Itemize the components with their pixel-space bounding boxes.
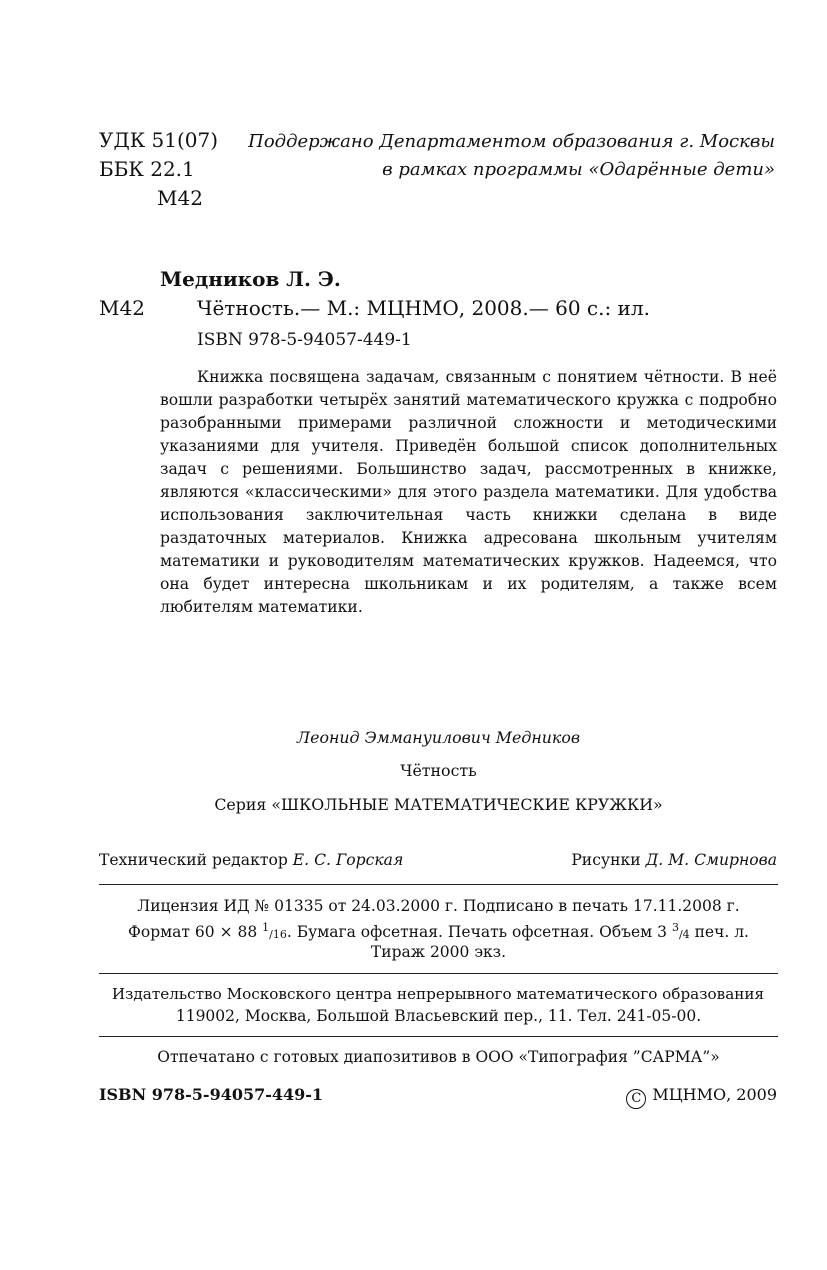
book-title: Чётность [400,761,477,780]
bibliographic-code: М42 [99,296,145,320]
illustrations-credit [571,851,777,869]
tech-editor-credit [99,851,403,869]
bibliographic-record: Чётность.— М.: МЦНМО, 2008.— 60 с.: ил. [197,296,650,320]
divider-3 [99,1036,778,1037]
abstract-paragraph: Книжка посвящена задачам, связанным с понятием чётности. В неё вошли разработки четырёх занятий математического кружка с подробно разобранными примерами различной сложности и методическими указаниями для учителя. Приведён большой список дополнительных задач с решениями. Большинство задач, рассмотренных в книжке, являются «классическими» для этого раздела математики. Для удобства использования заключительная часть книжки сделана в виде раздаточных материалов. Книжка адресована школьным учителям математики и руководителям математических кружков. Надеемся, что она будет интересна школьникам и их родителям, а также всем любителям математики. [160,368,777,616]
publisher-line-2: 119002, Москва, Большой Власьевский пер., 11. Тел. 241-05-00. [175,1007,702,1025]
copyright-text: МЦНМО, 2009 [652,1085,777,1104]
printed-by-line: Отпечатано с готовых диапозитивов в ООО «Типография ”САРМА”» [157,1048,720,1066]
udk-code: УДК 51(07) [99,128,219,152]
divider-2 [99,973,778,974]
support-line-1: Поддержано Департаментом образования г. Москвы [248,131,775,152]
copyright-icon: C [626,1089,646,1109]
divider-1 [99,884,778,885]
print-run-line: Тираж 2000 экз. [370,943,507,961]
footer-copyright [626,1085,777,1109]
author-name: Медников Л. Э. [160,267,341,291]
series-name: Серия «ШКОЛЬНЫЕ МАТЕМАТИЧЕСКИЕ КРУЖКИ» [214,795,663,814]
license-line: Лицензия ИД № 01335 от 24.03.2000 г. Подписано в печать 17.11.2008 г. [137,897,740,915]
illustrations-label: Рисунки [571,851,641,869]
bbk-code: ББК 22.1 [99,157,195,181]
support-line-2: в рамках программы «Одарённые дети» [382,159,775,180]
bibliographic-isbn: ISBN 978-5-94057-449-1 [197,330,412,350]
illustrations-name: Д. М. Смирнова [645,851,777,869]
footer-isbn: ISBN 978-5-94057-449-1 [99,1085,324,1104]
publisher-line-1: Издательство Московского центра непрерывного математического образования [111,985,765,1003]
full-author-name: Леонид Эммануилович Медников [296,728,581,747]
author-mark-code: М42 [157,186,203,210]
tech-editor-label: Технический редактор [99,851,288,869]
format-line: Формат 60 × 88 $^1_{/16}$. Бумага офсетная. Печать офсетная. Объем 3 $^3_{/4}$ печ. л. [128,921,749,941]
tech-editor-name: Е. С. Горская [292,851,404,869]
